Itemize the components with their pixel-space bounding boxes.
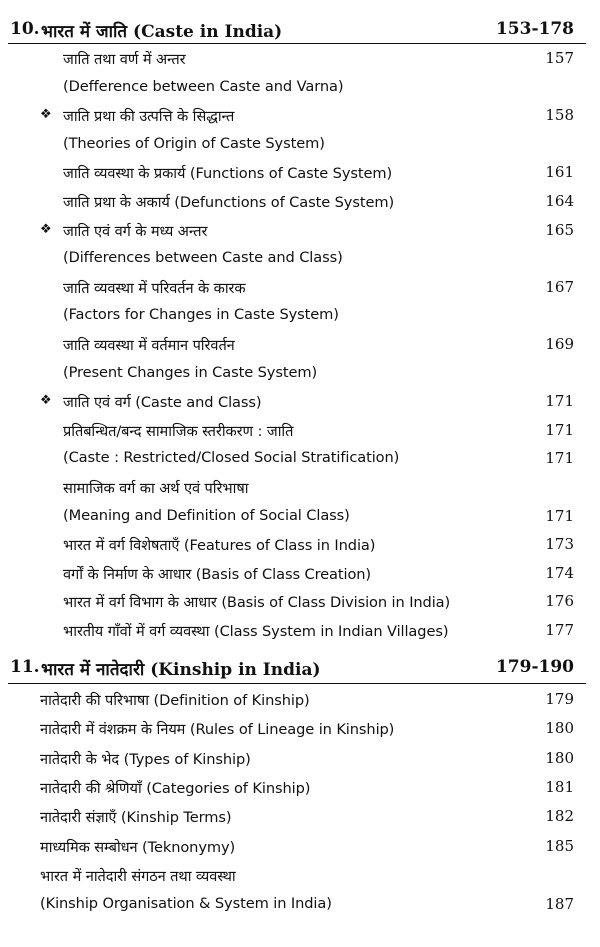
entry-page-number: 177 — [545, 621, 574, 639]
toc-entry — [0, 273, 600, 302]
entry-page-number: 165 — [545, 220, 574, 239]
entry-title: जाति प्रथा की उत्पत्ति के सिद्धान्त — [63, 108, 235, 126]
entry-title: (Kinship Organisation & System in India) — [40, 895, 332, 913]
entry-title: भारत में वर्ग विशेषताएँ (Features of Class in India) — [63, 537, 376, 555]
entry-title: जाति तथा वर्ण में अन्तर — [63, 51, 186, 68]
toc-entry — [0, 616, 600, 645]
toc-entry — [0, 773, 600, 802]
toc-entry — [0, 73, 600, 102]
toc-entry — [0, 530, 600, 559]
toc-entry — [0, 587, 600, 616]
entry-page-number: 171 — [545, 392, 574, 411]
toc-entry — [0, 244, 600, 273]
entry-title: जाति व्यवस्था में वर्तमान परिवर्तन — [63, 337, 235, 354]
entry-title: जाति प्रथा के अकार्य (Defunctions of Caste System) — [63, 194, 395, 211]
entry-page-number: 176 — [545, 592, 574, 611]
diamond-bullet-icon: ❖ — [40, 393, 52, 409]
entry-page-number: 185 — [545, 836, 574, 855]
entry-page-number: 174 — [545, 563, 574, 582]
chapter-10 — [0, 13, 600, 640]
entry-title: प्रतिबन्धित/बन्द सामाजिक स्तरीकरण : जाति — [63, 422, 294, 440]
entry-title: नातेदारी संज्ञाएँ (Kinship Terms) — [40, 809, 232, 827]
entry-title: (Differences between Caste and Class) — [63, 249, 343, 267]
toc-entry — [0, 416, 600, 445]
chapter-number: 10. — [10, 19, 40, 39]
entry-page-number: 187 — [545, 895, 574, 914]
entry-page-number: 173 — [545, 535, 574, 554]
entry-page-number: 158 — [545, 106, 574, 125]
entry-page-number: 171 — [545, 420, 574, 439]
toc-entry — [0, 359, 600, 388]
entry-title: भारत में नातेदारी संगठन तथा व्यवस्था — [40, 867, 236, 885]
entry-title: (Caste : Restricted/Closed Social Stratification) — [63, 449, 400, 467]
entry-title: जाति व्यवस्था के प्रकार्य (Functions of Caste System) — [63, 165, 393, 183]
entry-title: भारतीय गाँवों में वर्ग व्यवस्था (Class System in Indian Villages) — [63, 623, 449, 640]
entry-page-number: 169 — [545, 335, 574, 353]
chapter-number: 11. — [10, 657, 40, 677]
chapter-page-range: 179-190 — [495, 657, 574, 677]
toc-entry — [0, 744, 600, 773]
entry-page-number: 164 — [545, 192, 574, 210]
entry-page-number: 167 — [545, 277, 574, 296]
entry-page-number: 180 — [545, 748, 574, 767]
chapter-heading — [0, 650, 600, 684]
toc-entry — [0, 101, 600, 130]
toc-entry — [0, 502, 600, 531]
toc-entry — [0, 559, 600, 588]
toc-entry — [0, 685, 600, 714]
entry-title: नातेदारी की श्रेणियाँ (Categories of Kinship) — [40, 779, 311, 797]
toc-entry — [0, 158, 600, 187]
entry-page-number: 179 — [545, 690, 574, 708]
entry-page-number: 182 — [545, 807, 574, 826]
entry-page-number: 180 — [545, 719, 574, 738]
entry-title: नातेदारी की परिभाषा (Definition of Kinship) — [40, 692, 310, 709]
toc-entry — [0, 130, 600, 159]
entry-title: माध्यमिक सम्बोधन (Teknonymy) — [40, 838, 236, 856]
toc-entry — [0, 890, 600, 919]
toc-entry — [0, 301, 600, 330]
diamond-bullet-icon: ❖ — [40, 221, 52, 237]
toc-entry — [0, 832, 600, 861]
toc-entry — [0, 387, 600, 416]
entry-title: जाति एवं वर्ग के मध्य अन्तर — [63, 222, 208, 240]
chapter-title: भारत में जाति (Caste in India) — [41, 22, 283, 42]
heading-divider — [8, 683, 586, 684]
entry-title: जाति व्यवस्था में परिवर्तन के कारक — [63, 279, 246, 297]
diamond-bullet-icon: ❖ — [40, 107, 52, 123]
chapter-title: भारत में नातेदारी (Kinship in India) — [41, 660, 321, 680]
toc-entry — [0, 44, 600, 73]
entry-title: नातेदारी में वंशक्रम के नियम (Rules of Lineage in Kinship) — [40, 721, 395, 739]
toc-entry — [0, 714, 600, 743]
entry-title: (Meaning and Definition of Social Class) — [63, 506, 350, 524]
entry-page-number: 171 — [545, 449, 574, 468]
entry-title: भारत में वर्ग विभाग के आधार (Basis of Class Division in India) — [63, 594, 451, 612]
toc-entry — [0, 444, 600, 473]
entry-title: (Factors for Changes in Caste System) — [63, 306, 339, 324]
entry-title: (Theories of Origin of Caste System) — [63, 134, 325, 152]
toc-entry — [0, 802, 600, 831]
entry-title: नातेदारी के भेद (Types of Kinship) — [40, 750, 251, 768]
entry-page-number: 181 — [545, 777, 574, 796]
chapter-11 — [0, 650, 600, 914]
entry-title: (Defference between Caste and Varna) — [63, 77, 344, 95]
entry-title: वर्गों के निर्माण के आधार (Basis of Class Creation) — [63, 565, 372, 583]
entry-title: (Present Changes in Caste System) — [63, 363, 318, 381]
toc-entry — [0, 216, 600, 245]
toc-entry — [0, 330, 600, 359]
entry-title: सामाजिक वर्ग का अर्थ एवं परिभाषा — [63, 480, 249, 497]
chapter-heading — [0, 13, 600, 45]
toc-entry — [0, 861, 600, 890]
toc-entry — [0, 187, 600, 216]
entry-page-number: 161 — [545, 163, 574, 182]
entry-page-number: 157 — [545, 49, 574, 67]
entry-title: जाति एवं वर्ग (Caste and Class) — [63, 394, 262, 412]
entry-page-number: 171 — [545, 506, 574, 525]
chapter-page-range: 153-178 — [495, 19, 574, 39]
toc-entry — [0, 473, 600, 502]
